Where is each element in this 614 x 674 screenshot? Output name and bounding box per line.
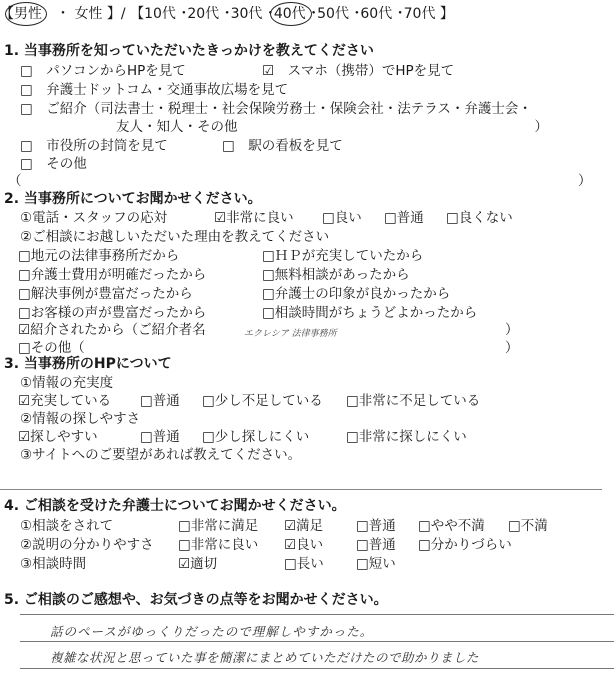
- q1-option-pc[interactable]: □ パソコンからHPを見て: [20, 63, 186, 79]
- q2-staff-opt-normal[interactable]: □普通: [384, 210, 424, 226]
- q2-title: 2. 当事務所についてお聞かせください。: [4, 191, 262, 207]
- q1-option-referral[interactable]: □ ご紹介（司法書士・税理士・社会保険労務士・保険会社・法テラス・弁護士会・: [20, 101, 532, 117]
- q4-satisfaction-label: ①相談をされて: [20, 518, 114, 534]
- q1-option-cityhall[interactable]: □ 市役所の封筒を見て: [20, 138, 168, 154]
- q3-find-opt-easy[interactable]: ☑探しやすい: [18, 429, 98, 445]
- q2-reason-label: ②ご相談にお越しいただいた理由を教えてください: [20, 229, 330, 245]
- q2-reason-reviews[interactable]: □お客様の声が豊富だったから: [18, 305, 207, 321]
- q3-content-opt-very-lacking[interactable]: □非常に不足している: [346, 393, 481, 409]
- q3-divider: [0, 489, 602, 490]
- q2-reason-hp[interactable]: □ＨＰが充実していたから: [262, 248, 424, 264]
- q2-staff-opt-very-good[interactable]: ☑非常に良い: [214, 210, 294, 226]
- q5-title: 5. ご相談のご感想や、お気づきの点等をお聞かせください。: [4, 592, 388, 608]
- q1-option-bengoshi-dotcom[interactable]: □ 弁護士ドットコム・交通事故広場を見て: [20, 82, 289, 98]
- q2-staff-opt-good[interactable]: □良い: [322, 210, 362, 226]
- q3-content-opt-slightly-lacking[interactable]: □少し不足している: [202, 393, 323, 409]
- q3-content-opt-normal[interactable]: □普通: [140, 393, 180, 409]
- q2-referrer-name: エクレシア 法律事務所: [244, 329, 337, 339]
- q3-find-opt-very-hard[interactable]: □非常に探しにくい: [346, 429, 467, 445]
- q3-findability-label: ②情報の探しやすさ: [20, 411, 141, 427]
- q4-sat-opt-very[interactable]: □非常に満足: [178, 518, 259, 534]
- q2-reason-other[interactable]: □その他（: [18, 340, 85, 356]
- q2-reason-time[interactable]: □相談時間がちょうどよかったから: [262, 305, 478, 321]
- q4-sat-opt-normal[interactable]: □普通: [356, 518, 396, 534]
- q2-referral-close-paren: ）: [505, 322, 519, 338]
- q2-reason-local[interactable]: □地元の法律事務所だから: [18, 248, 180, 264]
- q1-option-smartphone[interactable]: ☑ スマホ（携帯）でHPを見て: [262, 63, 455, 79]
- q4-time-opt-short[interactable]: □短い: [356, 556, 396, 572]
- q2-reason-free-consult[interactable]: □無料相談があったから: [262, 267, 410, 283]
- q4-time-opt-long[interactable]: □長い: [284, 556, 324, 572]
- q2-reason-referral[interactable]: ☑紹介されたから（ご紹介者名: [18, 322, 206, 338]
- q3-find-opt-slightly-hard[interactable]: □少し探しにくい: [202, 429, 310, 445]
- q4-title: 4. ご相談を受けた弁護士についてお聞かせください。: [4, 498, 346, 514]
- q1-referral-cont: 友人・知人・その他 ）: [116, 119, 548, 135]
- gender-age-line: 【男性 ・ 女性 】/ 【10代 ･20代 ･30代 ･40代 ･50代 ･60代 ･70代 】: [0, 6, 454, 22]
- q4-time-label: ③相談時間: [20, 556, 87, 572]
- q3-requests-label: ③サイトへのご要望があれば教えてください。: [20, 447, 302, 463]
- q1-other-close-paren: ）: [578, 173, 592, 189]
- q2-reason-cases[interactable]: □解決事例が豊富だったから: [18, 286, 193, 302]
- q3-title: 3. 当事務所のHPについて: [4, 356, 172, 372]
- q2-reason-fee[interactable]: □弁護士費用が明確だったから: [18, 267, 207, 283]
- q2-other-close-paren: ）: [505, 340, 519, 356]
- q4-time-opt-appropriate[interactable]: ☑適切: [178, 556, 218, 572]
- q5-comment-line-1: 話のペースがゆっくりだったので理解しやすかった。: [50, 624, 374, 639]
- q2-staff-label: ①電話・スタッフの応対: [20, 210, 168, 226]
- q5-line-3: [20, 668, 614, 669]
- q4-clarity-opt-hard[interactable]: □分かりづらい: [418, 537, 512, 553]
- q2-reason-lawyer-impression[interactable]: □弁護士の印象が良かったから: [262, 286, 451, 302]
- q5-line-2: [20, 641, 614, 642]
- age-30-circle: [270, 2, 312, 26]
- q1-option-other[interactable]: □ その他: [20, 156, 87, 172]
- q1-other-open-paren: （: [8, 173, 22, 189]
- q3-find-opt-normal[interactable]: □普通: [140, 429, 180, 445]
- q1-title: 1. 当事務所を知っていただいたきっかけを教えてください: [4, 43, 374, 59]
- q3-content-opt-full[interactable]: ☑充実している: [18, 393, 112, 409]
- q3-content-label: ①情報の充実度: [20, 375, 114, 391]
- q4-sat-opt-satisfied[interactable]: ☑満足: [284, 518, 324, 534]
- q5-line-1: [20, 614, 614, 615]
- q4-clarity-opt-good[interactable]: ☑良い: [284, 537, 324, 553]
- q5-comment-line-2: 複雑な状況と思っていた事を簡潔にまとめていただけたので助かりました: [50, 650, 480, 665]
- q4-clarity-opt-normal[interactable]: □普通: [356, 537, 396, 553]
- q4-sat-opt-somewhat[interactable]: □やや不満: [418, 518, 485, 534]
- male-circle: [5, 2, 47, 26]
- q4-clarity-opt-very-good[interactable]: □非常に良い: [178, 537, 259, 553]
- q1-option-station-sign[interactable]: □ 駅の看板を見て: [222, 138, 343, 154]
- q2-staff-opt-bad[interactable]: □良くない: [446, 210, 513, 226]
- q4-sat-opt-dissatisfied[interactable]: □不満: [508, 518, 548, 534]
- q4-clarity-label: ②説明の分かりやすさ: [20, 537, 154, 553]
